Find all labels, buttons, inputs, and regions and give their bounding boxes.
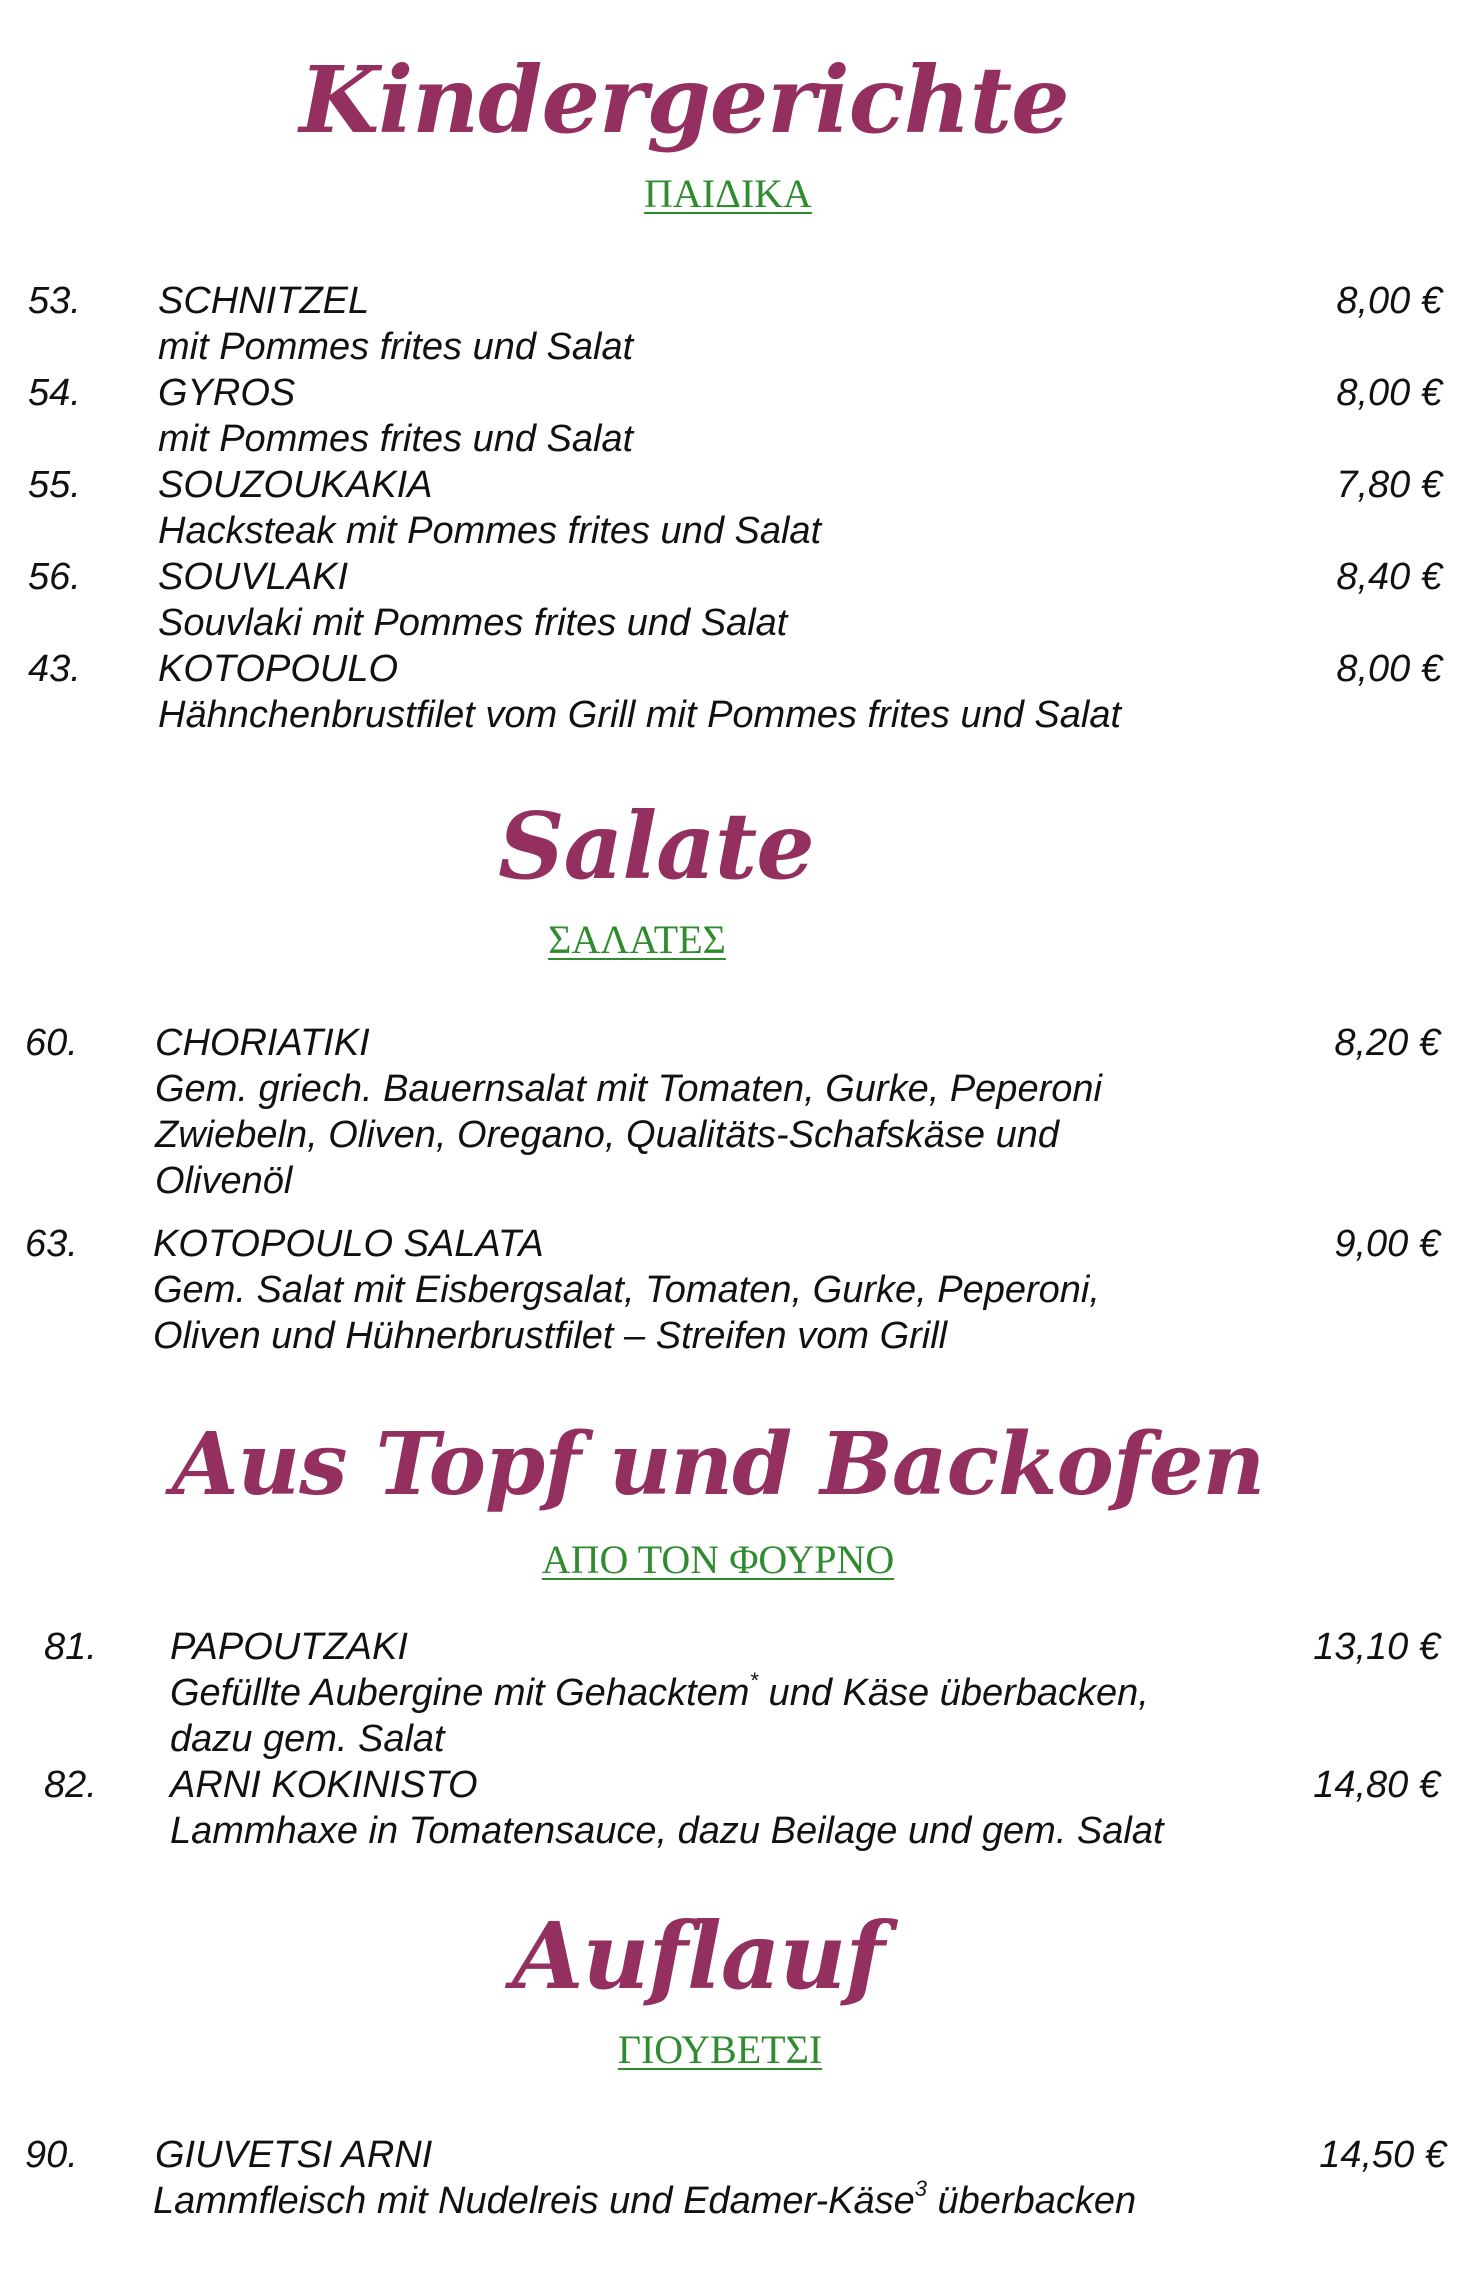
section-title-kindergerichte: Kindergerichte (299, 46, 1069, 154)
footnote-marker: 3 (914, 2176, 927, 2201)
item-description: Zwiebeln, Oliven, Oregano, Qualitäts-Schafskäse und (155, 1114, 1060, 1156)
item-description: Lammhaxe in Tomatensauce, dazu Beilage und gem. Salat (170, 1810, 1164, 1852)
item-description (170, 1668, 1149, 1714)
item-price: 7,80 € (1336, 464, 1442, 506)
item-number: 54. (28, 372, 81, 414)
section-title-auflauf: Auflauf (512, 1902, 884, 2010)
item-name: PAPOUTZAKI (170, 1626, 408, 1668)
item-description: dazu gem. Salat (170, 1718, 445, 1760)
section-subtitle-salates: ΣΑΛΑΤΕΣ (548, 917, 726, 962)
item-number: 82. (44, 1764, 97, 1806)
description-text: Lammfleisch mit Nudelreis und Edamer-Käse (153, 2180, 915, 2222)
item-price: 8,20 € (1334, 1022, 1440, 1064)
item-price: 14,50 € (1319, 2134, 1446, 2176)
item-description: mit Pommes frites und Salat (158, 326, 634, 368)
item-description: Hacksteak mit Pommes frites und Salat (158, 510, 822, 552)
section-subtitle-apo-ton-fourno: ΑΠΟ ΤΟΝ ΦΟΥΡΝΟ (541, 1537, 895, 1582)
item-name: SOUZOUKAKIA (158, 464, 433, 506)
item-name: KOTOPOULO (158, 648, 399, 690)
item-description: Olivenöl (155, 1160, 293, 1202)
item-number: 55. (28, 464, 81, 506)
description-text: und Käse überbacken, (758, 1672, 1149, 1714)
item-name: GYROS (158, 372, 296, 414)
description-text: Gefüllte Aubergine mit Gehacktem (170, 1672, 750, 1714)
item-price: 9,00 € (1334, 1223, 1440, 1265)
item-number: 53. (28, 280, 81, 322)
item-number: 90. (25, 2134, 78, 2176)
item-price: 8,00 € (1336, 280, 1442, 322)
item-description: Gem. griech. Bauernsalat mit Tomaten, Gurke, Peperoni (155, 1068, 1102, 1110)
item-name: GIUVETSI ARNI (155, 2134, 433, 2176)
section-subtitle-paidika: ΠΑΙΔΙΚΑ (644, 171, 812, 216)
item-number: 60. (25, 1022, 78, 1064)
item-name: SCHNITZEL (158, 280, 370, 322)
item-description: mit Pommes frites und Salat (158, 418, 634, 460)
item-description: Souvlaki mit Pommes frites und Salat (158, 602, 788, 644)
item-price: 8,00 € (1336, 372, 1442, 414)
item-number: 43. (28, 648, 81, 690)
item-name: ARNI KOKINISTO (170, 1764, 478, 1806)
item-description: Hähnchenbrustfilet vom Grill mit Pommes frites und Salat (158, 694, 1122, 736)
item-name: SOUVLAKI (158, 556, 349, 598)
item-price: 14,80 € (1313, 1764, 1440, 1806)
item-number: 81. (44, 1626, 97, 1668)
item-number: 63. (25, 1223, 78, 1265)
item-description: Gem. Salat mit Eisbergsalat, Tomaten, Gurke, Peperoni, (153, 1269, 1100, 1311)
item-number: 56. (28, 556, 81, 598)
item-price: 8,00 € (1336, 648, 1442, 690)
section-title-aus-topf-und-backofen: Aus Topf und Backofen (171, 1414, 1265, 1515)
item-price: 8,40 € (1336, 556, 1442, 598)
item-name: CHORIATIKI (155, 1022, 370, 1064)
section-subtitle-giouvetsi: ΓΙΟΥΒΕΤΣΙ (617, 2027, 823, 2072)
item-description (153, 2176, 1137, 2222)
item-description: Oliven und Hühnerbrustfilet – Streifen vom Grill (153, 1315, 948, 1357)
item-price: 13,10 € (1313, 1626, 1440, 1668)
footnote-marker: * (749, 1668, 758, 1693)
section-title-salate: Salate (498, 792, 814, 900)
item-name: KOTOPOULO SALATA (153, 1223, 544, 1265)
description-text: überbacken (926, 2180, 1137, 2222)
